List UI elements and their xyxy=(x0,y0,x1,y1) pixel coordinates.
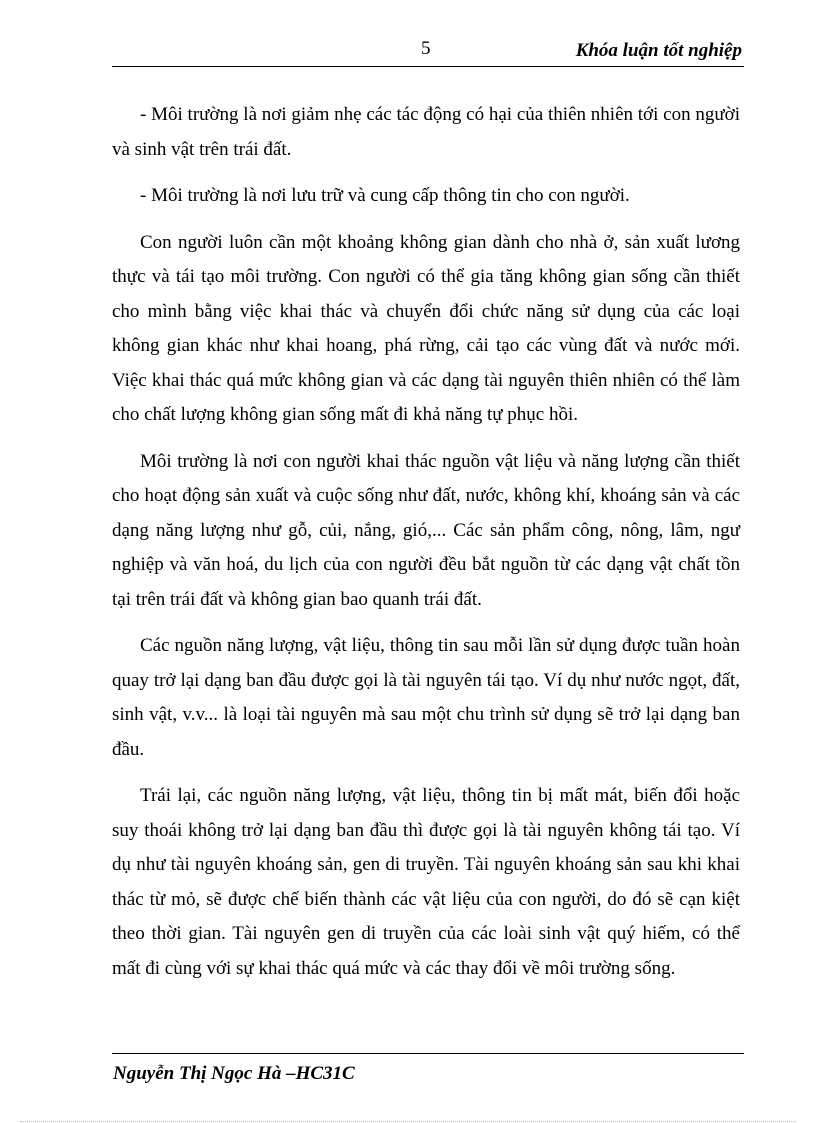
paragraph-4: Môi trường là nơi con người khai thác nguồn vật liệu và năng lượng cần thiết cho hoạt động sản xuất và cuộc sống như đất, nước, không khí, khoáng sản và các dạng năng lượng như gỗ, củi, nắng, gió,... Các sản phẩm công, nông, lâm, ngư nghiệp và văn hoá, du lịch của con người đều bắt nguồn từ các dạng vật chất tồn tại trên trái đất và không gian bao quanh trái đất. xyxy=(112,450,740,610)
page-edge-divider xyxy=(20,1121,796,1122)
document-title: Khóa luận tốt nghiệp xyxy=(575,40,742,61)
document-body xyxy=(112,98,740,998)
paragraph-2: - Môi trường là nơi lưu trữ và cung cấp thông tin cho con người. xyxy=(140,185,630,206)
paragraph-5: Các nguồn năng lượng, vật liệu, thông tin sau mỗi lần sử dụng được tuần hoàn quay trở lại dạng ban đầu được gọi là tài nguyên tái tạo. Ví dụ như nước ngọt, đất, sinh vật, v.v... là loại tài nguyên mà sau một chu trình sử dụng sẽ trở lại dạng ban đầu. xyxy=(112,635,740,760)
paragraph-3: Con người luôn cần một khoảng không gian dành cho nhà ở, sản xuất lương thực và tái tạo môi trường. Con người có thể gia tăng không gian sống cần thiết cho mình bằng việc khai thác và chuyển đổi chức năng sử dụng của các loại không gian khác như khai hoang, phá rừng, cải tạo các vùng đất và nước mới. Việc khai thác quá mức không gian và các dạng tài nguyên thiên nhiên có thể làm cho chất lượng không gian sống mất đi khả năng tự phục hồi. xyxy=(112,231,740,425)
footer-author: Nguyễn Thị Ngọc Hà –HC31C xyxy=(113,1063,355,1084)
page-number: 5 xyxy=(421,38,431,59)
paragraph-6: Trái lại, các nguồn năng lượng, vật liệu, thông tin bị mất mát, biến đổi hoặc suy thoái không trở lại dạng ban đầu thì được gọi là tài nguyên không tái tạo. Ví dụ như tài nguyên khoáng sản, gen di truyền. Tài nguyên khoáng sản sau khi khai thác từ mỏ, sẽ được chế biến thành các vật liệu của con người, do đó sẽ cạn kiệt theo thời gian. Tài nguyên gen di truyền của các loài sinh vật quý hiếm, có thể mất đi cùng với sự khai thác quá mức và các thay đổi về môi trường sống. xyxy=(112,785,740,979)
footer-divider xyxy=(112,1053,744,1054)
header-divider xyxy=(112,66,744,67)
paragraph-1: - Môi trường là nơi giảm nhẹ các tác động có hại của thiên nhiên tới con người và sinh vật trên trái đất. xyxy=(112,104,740,160)
